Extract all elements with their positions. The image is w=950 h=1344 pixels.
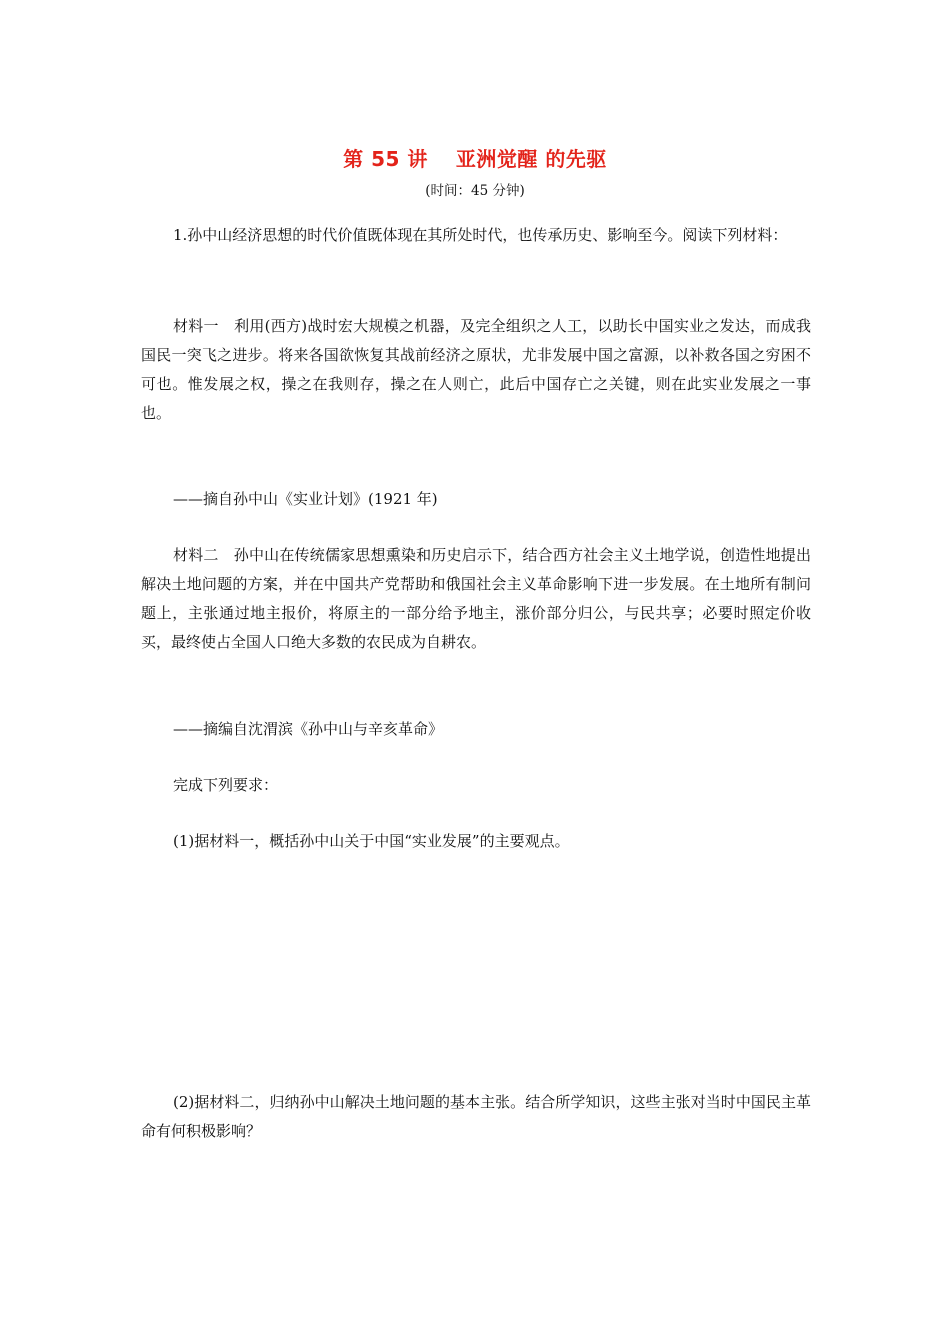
material-one-source: ——摘自孙中山《实业计划》(1921 年): [173, 490, 438, 508]
question-intro: 1.孙中山经济思想的时代价值既体现在其所处时代，也传承历史、影响至今。阅读下列材料：: [173, 226, 788, 244]
material-two-source: ——摘编自沈渭滨《孙中山与辛亥革命》: [173, 720, 444, 738]
material-two-text: 材料二 孙中山在传统儒家思想熏染和历史启示下，结合西方社会主义土地学说，创造性地提出解决土地问题的方案，并在中国共产党帮助和俄国社会主义革命影响下进一步发展。在土地所有制问题上，主张通过地主报价，将原主的一部分给予地主，涨价部分归公，与民共享；必要时照定价收买，最终使占全国人口绝大多数的农民成为自耕农。: [141, 546, 811, 651]
sub-question-1: (1)据材料一，概括孙中山关于中国“实业发展”的主要观点。: [173, 832, 570, 850]
sub-question-2: (2)据材料二，归纳孙中山解决土地问题的基本主张。结合所学知识，这些主张对当时中国民主革命有何积极影响？: [141, 1093, 811, 1140]
lesson-title: 第 55 讲 亚洲觉醒 的先驱: [343, 147, 607, 171]
requirement-label: 完成下列要求：: [173, 776, 279, 794]
material-one-text: 材料一 利用(西方)战时宏大规模之机器，及完全组织之人工，以助长中国实业之发达，而成我国民一突飞之进步。将来各国欲恢复其战前经济之原状，尤非发展中国之富源，以补救各国之穷困不可也。惟发展之权，操之在我则存，操之在人则亡，此后中国存亡之关键，则在此实业发展之一事也。: [141, 317, 811, 422]
time-limit: (时间：45 分钟): [425, 183, 525, 199]
